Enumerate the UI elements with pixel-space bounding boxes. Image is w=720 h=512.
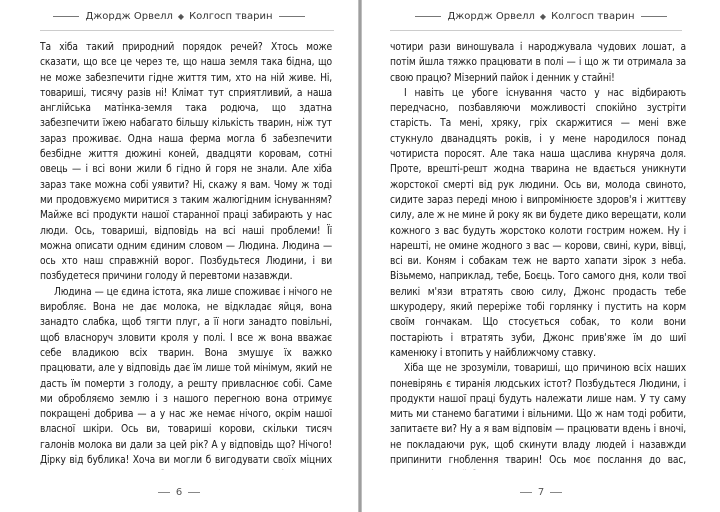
right-page bbox=[362, 0, 720, 512]
paragraph: Хіба ще не зрозуміли, товариші, що причиною всіх наших поневірянь є тиранія людських істот? Позбудьтеся Людини, і продукти нашої праці будуть належати лише нам. У ту саму мить ми станемо багатими і вільними. Що ж нам тоді робити, запитаєте ви? Ну а я вам відповім — працювати вдень і вночі, не покладаючи рук, щоб скинути владу людей і назавжди припинити гноблення тварин! Ось моє послання до вас, bbox=[390, 363, 686, 467]
paragraph: чотири рази виношувала і народжувала чудових лошат, а потім йшла тяжко працювати в полі — і що ж ти отримала за свою працю? Мізерний пайок і денник у стайні! bbox=[390, 42, 686, 84]
paragraph: Та хіба такий природний порядок речей? Хтось може сказати, що все це через те, що наша земля така бідна, що не може забезпечити гідне життя тим, хто на ній живе. Ні, товариші, тисячу разів ні! Клімат тут сприятливий, а наша англійська матінка-земля така родюча, що здатна забезпечити їжею набагато більшу кількість тварин, ніж тут зараз проживає. Одна наша ферма могла б забезпечити безбідне життя дюжині коней, двадцяти коровам, сотні овець — і всі вони жили б гідно й горя не знали. Але хіба зараз таке можна собі уявити? Ні, скажу я вам. Чому ж тоді ми продовжуємо миритися з таким жалюгідним існуванням? Майже всі продукти нашої старанної праці забирають у нас люди. Ось, товариші, відповідь на всі наші проблеми! Її можна описати одним єдиним словом — Людина. Людина — ось хто наш справжній ворог. Позбудьтеся Людини, і ви позбудетеся причини голоду й перевтоми назавжди. bbox=[40, 42, 332, 283]
header-divider bbox=[40, 30, 334, 31]
page-footer bbox=[362, 487, 720, 498]
header-rule-left bbox=[415, 16, 441, 17]
header-author: Джордж Орвелл bbox=[447, 10, 535, 22]
page-number: 7 bbox=[537, 487, 545, 498]
paragraph: І навіть це убоге існування часто у нас відбирають передчасно, позбавляючи можливості спокійно зустріти старість. Та мені, хряку, гріх скаржитися — мені вже стукнуло дванадцять років, і у мене народилося понад чотириста поросят. Але така наша щаслива кнуряча доля. Проте, врешті-решт жодна тварина не вдається уникнути жорстокої смерті від рук людини. Ось ви, молода свиното, сидите зараз переді мною і випромінюєте здоров'я і життєву силу, але ж не мине й року як ви будете дико верещати, коли кожного з вас будуть жорстоко колоти гострим ножем. Ну і нарешті, не омине жодного з вас — корови, свині, кури, вівці, всі ви. Коням і собакам теж не варто хапати зірок з неба. Візьмемо, наприклад, тебе, Боєць. Того самого дня, коли твої великі м'язи втратять свою силу, Джонс продасть тебе шкуродеру, який переріже тобі горлянку і пустить на корм своїм гончакам. Що стосується собак, то коли вони постаріють і втратять зуби, Джонс прив'яже їм до шиї каменюку і втопить у найближчому ставку. bbox=[390, 87, 686, 359]
page-header bbox=[0, 6, 358, 26]
header-rule-right bbox=[279, 16, 305, 17]
diamond-icon: ◆ bbox=[177, 11, 185, 21]
page-number: 6 bbox=[175, 487, 183, 498]
header-rule-left bbox=[53, 16, 79, 17]
footer-rule-left bbox=[520, 492, 532, 493]
paragraph: Людина — це єдина істота, яка лише споживає і нічого не виробляє. Вона не дає молока, не відкладає яйця, вона занадто слабка, щоб тягти плуг, а її ноги занадто повільні, щоб власноруч зловити кроля у полі. І все ж вона вважає себе владикою всіх тварин. Вона змушує їх важко працювати, але у відповідь дає їм лише той мінімум, який не дасть їм померти з голоду, а решту привласнює собі. Саме ми обробляємо землю і з нашого перегною вона отримує покращені добрива — а у нас же немає нічого, окрім нашої власної шкіри. Ось ви, товариші корови, скільки тисяч галонів молока ви дали за цей рік? А у відповідь що? Нічого! Дірку від бублика! Хоча ви могли б вигодувати своїх міцних bbox=[40, 286, 332, 467]
left-page bbox=[0, 0, 358, 512]
page-body bbox=[40, 40, 332, 470]
footer-rule-right bbox=[550, 492, 562, 493]
footer-rule-left bbox=[158, 492, 170, 493]
header-author: Джордж Орвелл bbox=[85, 10, 173, 22]
diamond-icon: ◆ bbox=[539, 11, 547, 21]
page-header bbox=[362, 6, 720, 26]
header-divider bbox=[390, 30, 682, 31]
header-rule-right bbox=[641, 16, 667, 17]
footer-rule-right bbox=[188, 492, 200, 493]
page-footer bbox=[0, 487, 358, 498]
header-title: Колгосп тварин bbox=[189, 10, 273, 22]
page-body bbox=[390, 40, 686, 470]
header-title: Колгосп тварин bbox=[551, 10, 635, 22]
